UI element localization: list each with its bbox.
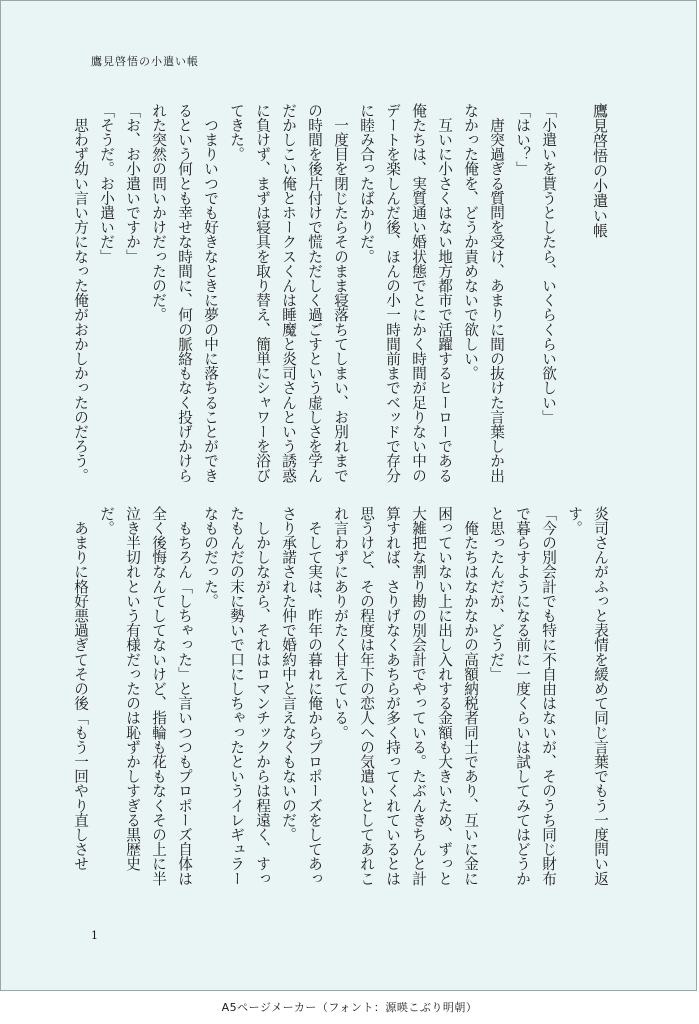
paragraph: 思わず幼い言い方になった俺がおかしかったのだろう。 bbox=[72, 103, 89, 483]
paragraph: あまりに格好悪過ぎてその後「もう一回やり直しさせ bbox=[72, 506, 89, 871]
paragraph: 「はい？」 bbox=[514, 103, 531, 176]
paragraph: 俺たちはなかなかの高額納税者同士であり、互いに金に困っていない上に出し入れする金額も大きいため、ずっと大雑把な割り勘の別会計でやっている。たぶんきちんと計算すれば、さりげなくあちらが多く持ってくれているとは思うけど、その程度は年下の恋人への気遣いとしてあれこれ言わずにありがたく甘えている。 bbox=[332, 506, 479, 886]
story-title: 鷹見啓悟の小遣い帳 bbox=[591, 103, 609, 238]
paragraph bbox=[561, 103, 587, 483]
paragraph: つまりいつでも好きなときに夢の中に落ちることができるという何とも幸せな時間に、何の脈絡もなく投げかけられた突然の問いかけだったのだ。 bbox=[150, 103, 219, 483]
paragraph: 「そうだ。お小遣いだ」 bbox=[98, 103, 115, 264]
paragraph: もちろん「しちゃった」と言いつつもプロポーズ自体は全く後悔なんてしてないけど、指輪も花もなくその上に半泣き半切れという有様だったのは恥ずかしすぎる黒歴史だ。 bbox=[98, 506, 193, 886]
paragraph: 「お、お小遣いですか」 bbox=[124, 103, 141, 264]
paragraph: 炎司さんがふっと表情を緩めて同じ言葉でもう一度問い返す。 bbox=[566, 506, 609, 886]
page-number: 1 bbox=[91, 929, 98, 942]
paragraph: 「小遣いを貰うとしたら、いくらくらい欲しい」 bbox=[540, 103, 557, 425]
paragraph: 一度目を閉じたらそのまま寝落ちてしまい、お別れまでの時間を後片付けで慌ただしく過ごすという虚しさを学んだかしこい俺とホークスくんは睡魔と炎司さんという誘惑に負けず、まずは寝具を取り替え、簡単にシャワーを浴びてきた。 bbox=[228, 103, 349, 483]
paragraph: 「今の別会計でも特に不自由はないが、そのうち同じ財布で暮らすようになる前に一度くらいは試してみてはどうかと思ったんだが、どうだ」 bbox=[488, 506, 557, 886]
footer-caption: A5ページメーカー（フォント：源暎こぶり明朝） bbox=[221, 1001, 478, 1014]
paragraph: しかしながら、それはロマンチックからは程遠く、すったもんだの末に勢いで口にしちゃったというイレギュラーなものだった。 bbox=[202, 506, 271, 886]
paragraph: 唐突過ぎる質問を受け、あまりに間の抜けた言葉しか出なかった俺を、どうか責めないで欲しい。 bbox=[462, 103, 505, 483]
running-header: 鷹見啓悟の小遣い帳 bbox=[91, 55, 199, 68]
paragraph: そして実は、昨年の暮れに俺からプロポーズをしてあっさり承諾された仲で婚約中と言えなくもないのだ。 bbox=[280, 506, 323, 886]
paragraph: 互いに小さくはない地方都市で活躍するヒーローである俺たちは、実質通い婚状態でとにかく時間が足りない中のデートを楽しんだ後、ほんの小一時間前までベッドで存分に睦み合ったばかりだ。 bbox=[358, 103, 453, 483]
text-block-bottom bbox=[72, 506, 613, 886]
text-block-top bbox=[72, 103, 613, 483]
